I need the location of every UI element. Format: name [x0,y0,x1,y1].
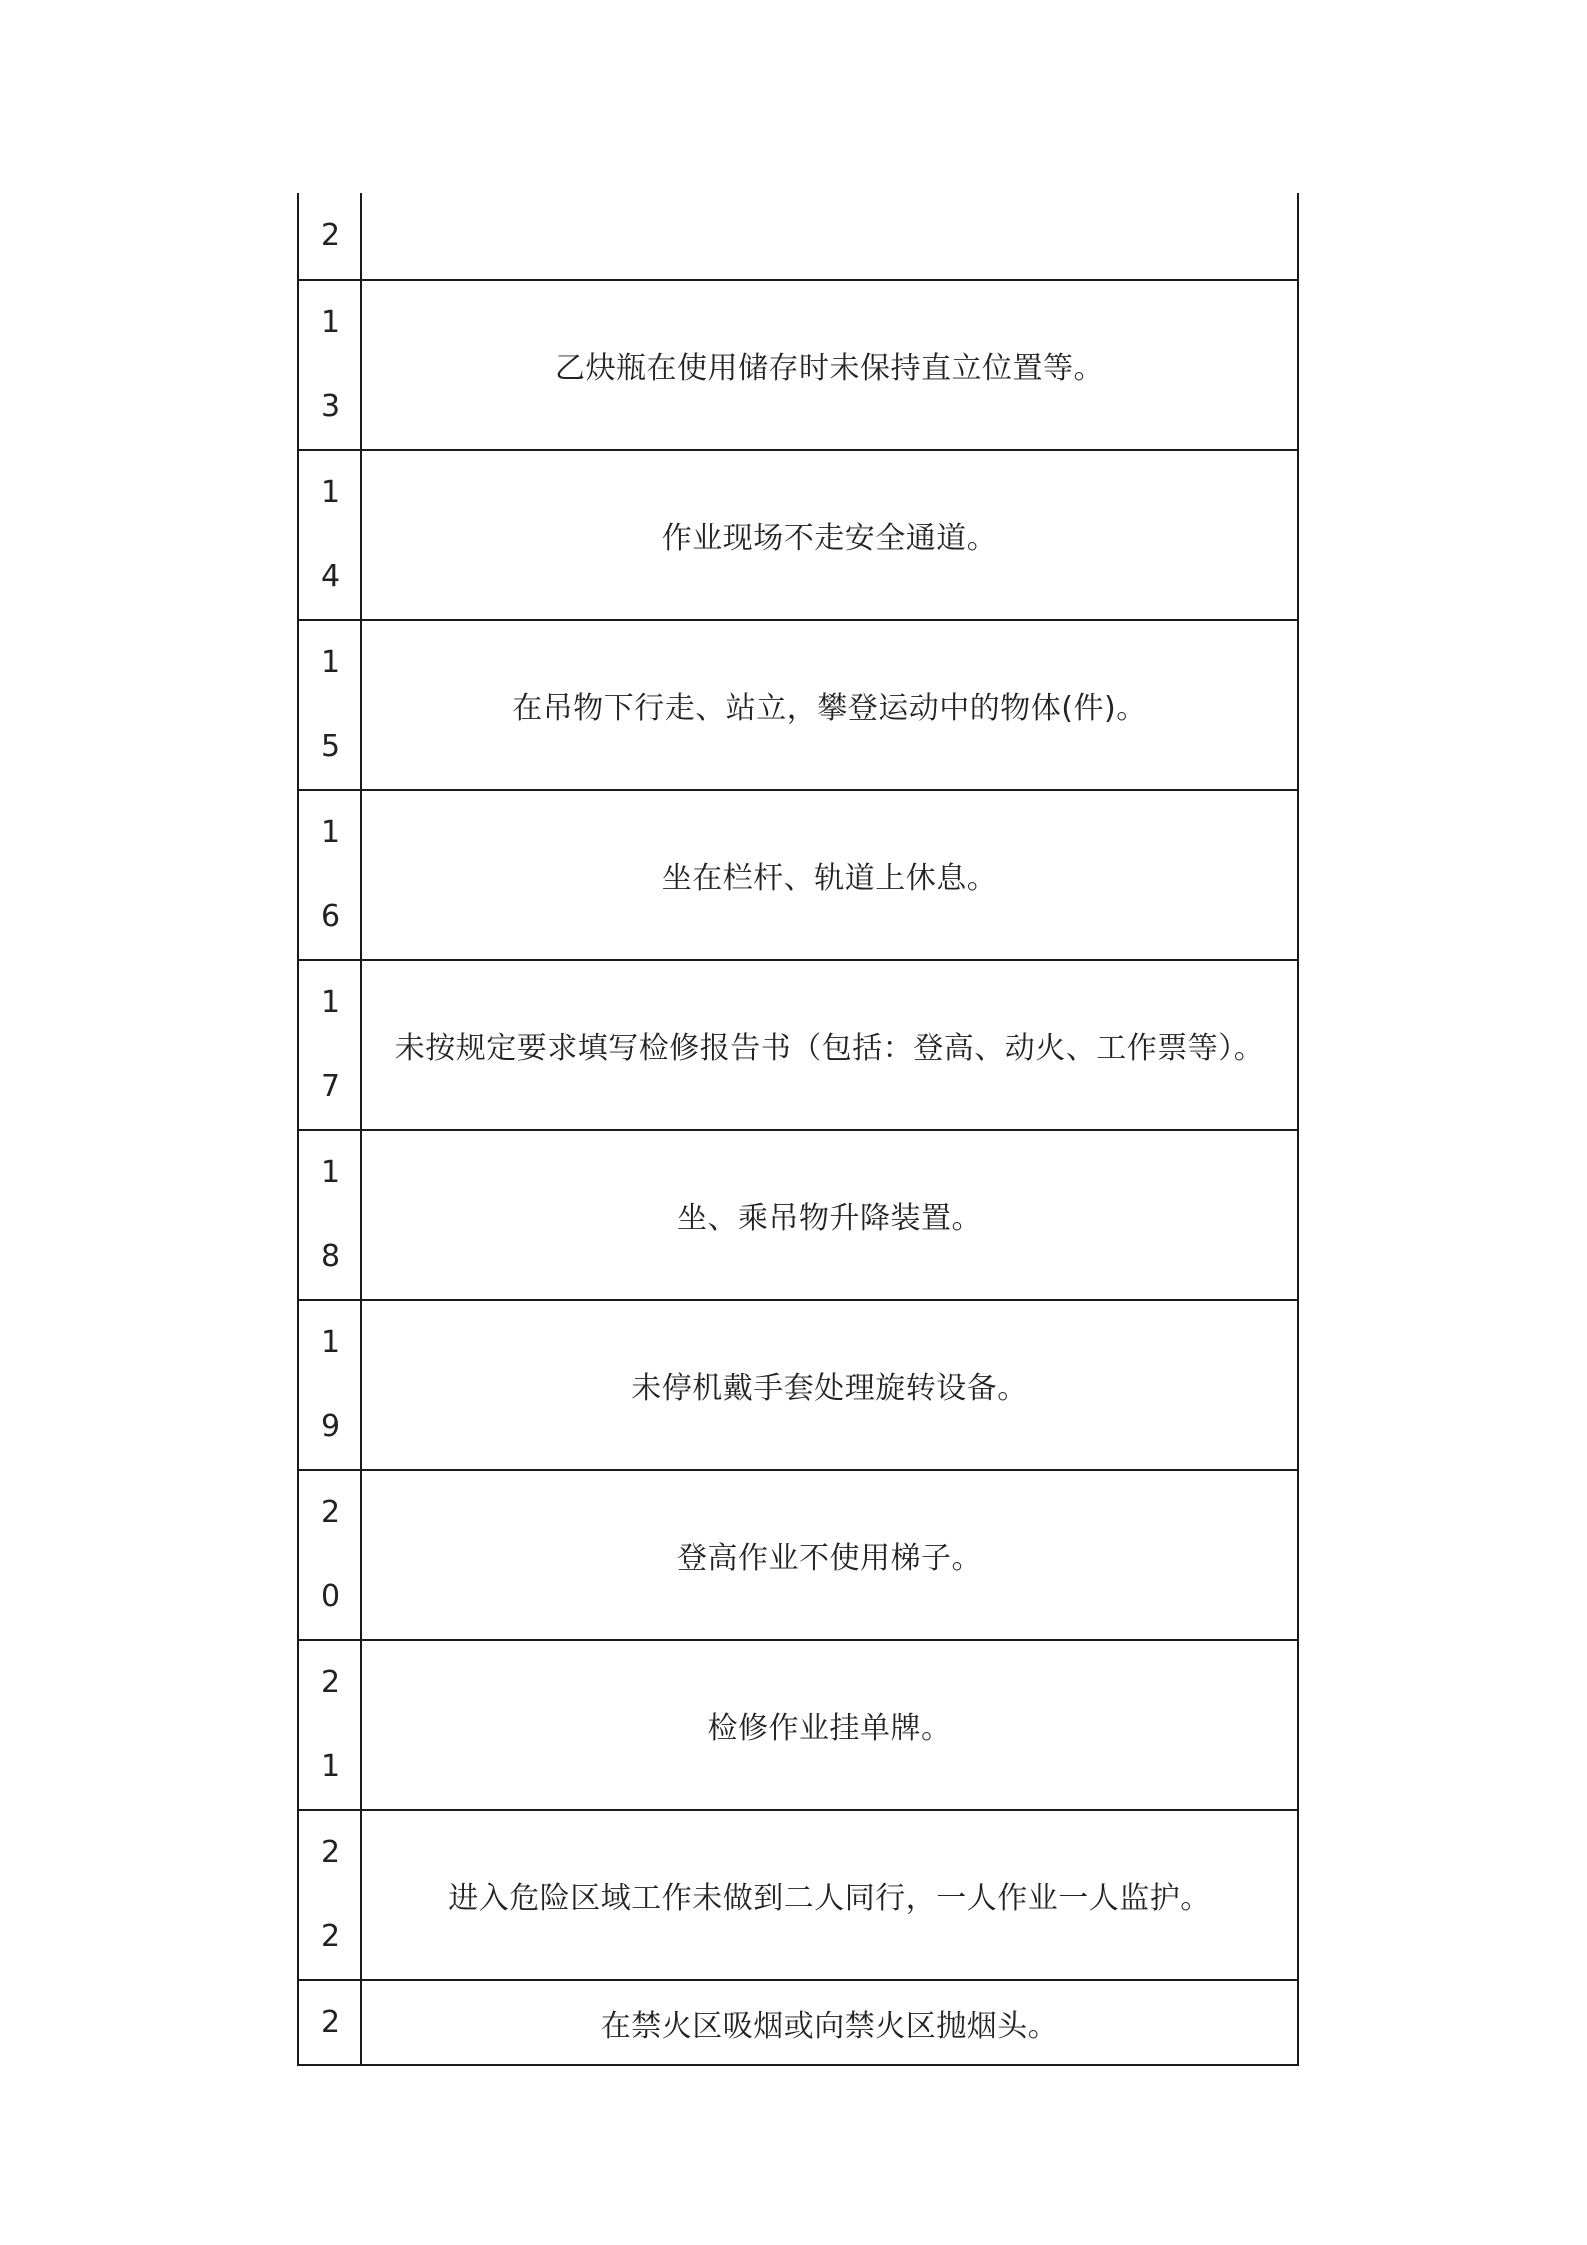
row-text-cell: 在吊物下行走、站立，攀登运动中的物体(件)。 [512,691,1147,726]
row-number-digit: 9 [320,1409,341,1444]
row-text-cell: 进入危险区域工作未做到二人同行，一人作业一人监护。 [448,1881,1211,1916]
row-number-digit: 3 [320,389,341,424]
row-number-digit: 1 [320,1155,341,1190]
row-number-digit: 2 [320,2004,341,2040]
row-number-cell [299,1641,362,1809]
table-row [299,621,1297,791]
table-row [299,961,1297,1131]
table-row [299,1131,1297,1301]
row-number-digit: 0 [320,1579,341,1614]
row-number-digit: 2 [320,1495,341,1530]
row-number-digit: 1 [320,645,341,680]
row-number-digit: 2 [320,1665,341,1700]
row-number-digit: 6 [320,899,341,934]
row-number-digit: 4 [320,559,341,594]
table-row [299,791,1297,961]
row-number-cell [299,791,362,959]
table-row [299,281,1297,451]
table-row [299,1301,1297,1471]
row-text-cell [362,193,1297,279]
row-number-cell [299,193,362,279]
table-row [299,1981,1297,2066]
table-row [299,451,1297,621]
table-row [299,1471,1297,1641]
table-row [299,193,1297,281]
row-number-digit: 1 [320,475,341,510]
row-number-digit: 2 [320,1835,341,1870]
row-number-cell [299,1131,362,1299]
row-text-cell: 登高作业不使用梯子。 [677,1541,982,1576]
row-text-cell: 未停机戴手套处理旋转设备。 [631,1371,1028,1406]
row-number-cell [299,1471,362,1639]
row-number-digit: 5 [320,729,341,764]
row-text-cell: 坐、乘吊物升降装置。 [677,1201,982,1236]
row-text-cell: 检修作业挂单牌。 [707,1711,952,1746]
row-number-cell [299,1811,362,1979]
row-number-cell [299,451,362,619]
table-row [299,1641,1297,1811]
row-text-cell: 在禁火区吸烟或向禁火区抛烟头。 [600,2008,1059,2044]
row-number-cell [299,621,362,789]
row-number-cell [299,961,362,1129]
row-text-cell: 乙炔瓶在使用储存时未保持直立位置等。 [555,351,1104,386]
row-text-cell: 作业现场不走安全通道。 [661,521,998,556]
row-number-cell [299,281,362,449]
row-number-digit: 1 [320,305,341,340]
row-text-cell: 坐在栏杆、轨道上休息。 [661,861,998,896]
row-number-cell [299,1301,362,1469]
row-number-digit: 2 [320,1919,341,1954]
row-number-digit: 1 [320,1749,341,1784]
row-text-cell: 未按规定要求填写检修报告书（包括：登高、动火、工作票等）。 [394,1031,1265,1066]
row-number-digit: 7 [320,1069,341,1104]
table-row [299,1811,1297,1981]
row-number-digit: 1 [320,815,341,850]
row-number-digit: 1 [320,1325,341,1360]
rules-table [297,193,1299,2066]
row-number-digit: 1 [320,985,341,1020]
row-number-cell [299,1981,362,2064]
row-number-digit: 2 [320,218,341,253]
row-number-digit: 8 [320,1239,341,1274]
